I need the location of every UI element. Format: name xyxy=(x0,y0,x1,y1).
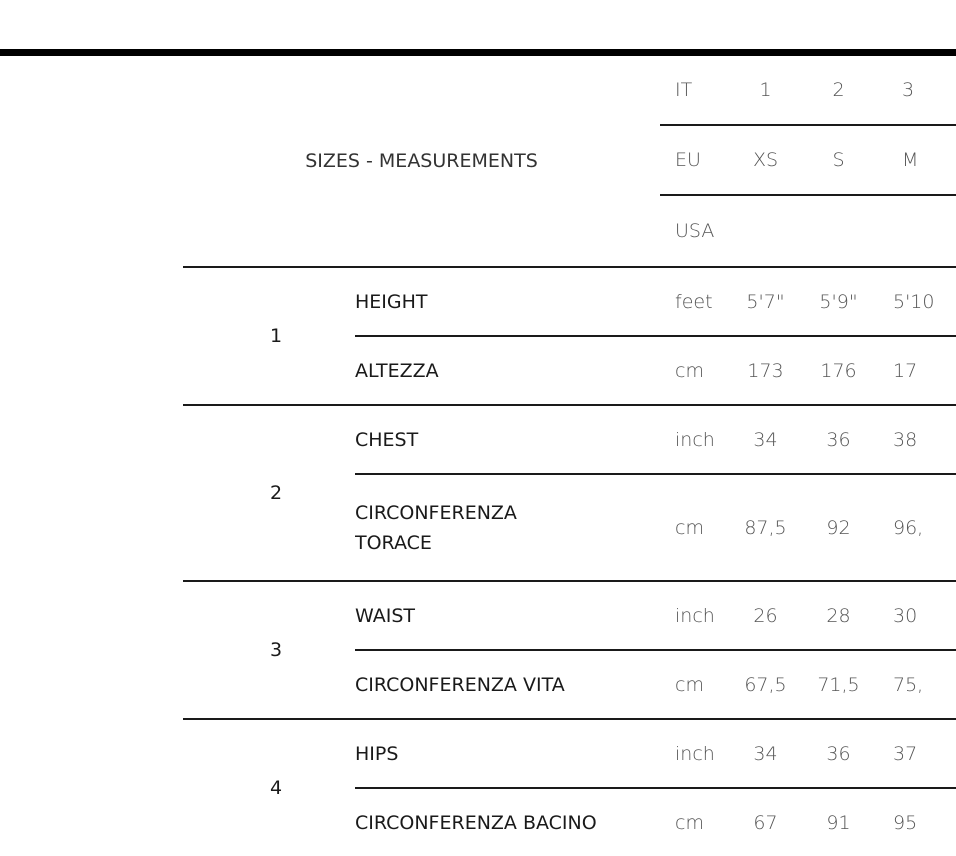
value-cell: 96, xyxy=(875,474,956,581)
unit-cell: inch xyxy=(660,405,729,474)
header-cell: 2 xyxy=(832,79,845,101)
group-number: 4 xyxy=(183,719,355,856)
unit-cell: cm xyxy=(660,788,729,856)
header-cell xyxy=(802,195,875,267)
measurement-label: CIRCONFERENZA BACINO xyxy=(355,788,660,856)
value-cell: 36 xyxy=(802,405,875,474)
value-cell: 173 xyxy=(729,336,802,405)
value-cell: 34 xyxy=(729,719,802,788)
group-number: 1 xyxy=(183,267,355,405)
value-cell: 5'7" xyxy=(729,267,802,336)
measurement-label: CHEST xyxy=(355,405,660,474)
header-cell xyxy=(875,195,956,267)
unit-cell: cm xyxy=(660,474,729,581)
top-divider xyxy=(0,49,956,56)
table-row xyxy=(183,719,956,788)
header-cell: 1 xyxy=(759,79,772,101)
value-cell: 30 xyxy=(875,581,956,650)
value-cell: 75, xyxy=(875,650,956,719)
value-cell: 17 xyxy=(875,336,956,405)
measurement-label: WAIST xyxy=(355,581,660,650)
value-cell: 26 xyxy=(729,581,802,650)
group-number: 2 xyxy=(183,405,355,581)
value-cell: 36 xyxy=(802,719,875,788)
table-row xyxy=(183,581,956,650)
value-cell: 34 xyxy=(729,405,802,474)
table-row xyxy=(183,405,956,474)
unit-cell: cm xyxy=(660,650,729,719)
value-cell: 87,5 xyxy=(729,474,802,581)
value-cell: 5'9" xyxy=(802,267,875,336)
size-system-eu: EU xyxy=(660,125,729,195)
unit-cell: inch xyxy=(660,581,729,650)
value-cell: 67,5 xyxy=(729,650,802,719)
measurement-label: ALTEZZA xyxy=(355,336,660,405)
measurement-label: HEIGHT xyxy=(355,267,660,336)
unit-cell: feet xyxy=(660,267,729,336)
table-title: SIZES - MEASUREMENTS xyxy=(305,150,538,172)
value-cell: 71,5 xyxy=(802,650,875,719)
value-cell: 38 xyxy=(875,405,956,474)
header-cell xyxy=(729,195,802,267)
measurement-label: HIPS xyxy=(355,719,660,788)
measurement-label-text: CIRCONFERENZA TORACE xyxy=(355,501,517,554)
value-cell: 28 xyxy=(802,581,875,650)
value-cell: 176 xyxy=(802,336,875,405)
value-cell: 67 xyxy=(729,788,802,856)
header-cell: M xyxy=(875,125,956,195)
header-row-it xyxy=(183,56,956,125)
value-cell: 37 xyxy=(875,719,956,788)
header-cell: S xyxy=(802,125,875,195)
unit-cell: inch xyxy=(660,719,729,788)
size-system-usa: USA xyxy=(660,195,729,267)
table-row xyxy=(183,267,956,336)
unit-cell: cm xyxy=(660,336,729,405)
value-cell: 95 xyxy=(875,788,956,856)
size-chart-table xyxy=(183,56,956,856)
header-cell: XS xyxy=(729,125,802,195)
header-cell: 3 xyxy=(902,79,915,101)
group-number: 3 xyxy=(183,581,355,719)
value-cell: 5'10 xyxy=(875,267,956,336)
value-cell: 91 xyxy=(802,788,875,856)
measurement-label xyxy=(355,474,660,581)
measurement-label: CIRCONFERENZA VITA xyxy=(355,650,660,719)
value-cell: 92 xyxy=(802,474,875,581)
size-system-it: IT xyxy=(675,79,693,101)
